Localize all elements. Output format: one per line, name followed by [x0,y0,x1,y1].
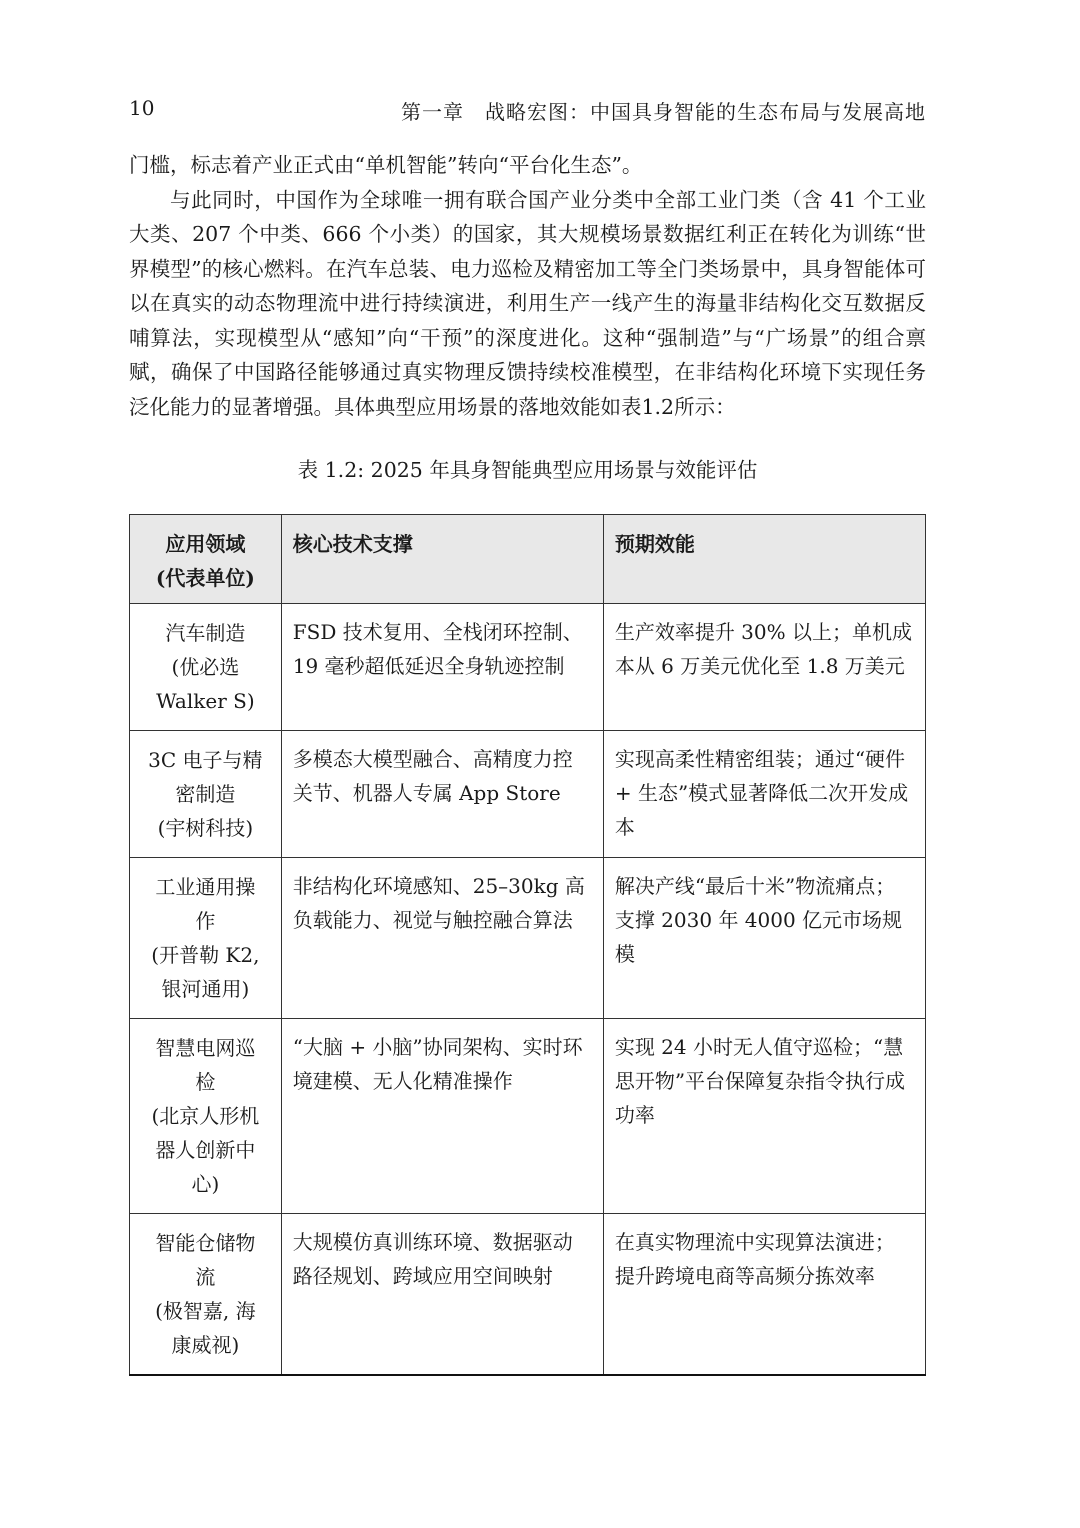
header-domain-label: 应用领域 (代表单位) [155,532,255,590]
page-header [129,96,926,128]
cell-tech [281,604,603,731]
cell-tech [281,731,603,858]
cell-domain-text: 3C 电子与精 密制造 (宇树科技) [148,748,263,840]
table-row [130,604,926,731]
cell-effect [603,1019,925,1214]
cell-domain-text: 智慧电网巡 检 (北京人形机 器人创新中 心) [151,1036,260,1196]
paragraph-continuation: 门槛，标志着产业正式由“单机智能”转向“平台化生态”。 [129,153,643,177]
header-tech [281,515,603,604]
header-domain [130,515,282,604]
paragraph: 与此同时，中国作为全球唯一拥有联合国产业分类中全部工业门类（含 41 个工业大类、207 个中类、666 个小类）的国家，其大规模场景数据红利正在转化为训练“世界模型”的核心燃料。在汽车总装、电力巡检及精密加工等全门类场景中，具身智能体可以在真实的动态物理流中进行持续演进，利用生产一线产生的海量非结构化交互数据反哺算法，实现模型从“感知”向“干预”的深度进化。这种“强制造”与“广场景”的组合禀赋，确保了中国路径能够通过真实物理反馈持续校准模型，在非结构化环境下实现任务泛化能力的显著增强。具体典型应用场景的落地效能如表1.2所示： [129,187,926,419]
header-effect [603,515,925,604]
cell-tech-text: FSD 技术复用、全栈闭环控制、19 毫秒超低延迟全身轨迹控制 [292,620,583,678]
cell-domain-text: 智能仓储物 流 (极智嘉, 海 康威视) [155,1231,256,1357]
cell-tech-text: 大规模仿真训练环境、数据驱动路径规划、跨域应用空间映射 [292,1230,573,1288]
cell-domain [130,1019,282,1214]
cell-effect [603,858,925,1019]
table-row [130,1214,926,1376]
cell-tech-text: 非结构化环境感知、25–30kg 高负载能力、视觉与触控融合算法 [292,874,585,932]
running-title: 第一章 战略宏图：中国具身智能的生态布局与发展高地 [401,100,926,124]
cell-effect-text: 生产效率提升 30% 以上；单机成本从 6 万美元优化至 1.8 万美元 [614,620,912,678]
cell-domain [130,604,282,731]
cell-tech-text: “大脑 + 小脑”协同架构、实时环境建模、无人化精准操作 [292,1035,583,1093]
body-text [129,148,926,424]
cell-effect [603,1214,925,1376]
header-tech-label: 核心技术支撑 [292,532,413,556]
table-row [130,731,926,858]
cell-domain [130,1214,282,1376]
cell-domain-text: 汽车制造 (优必选 Walker S) [156,621,255,713]
cell-effect-text: 实现 24 小时无人值守巡检；“慧思开物”平台保障复杂指令执行成功率 [614,1035,906,1127]
cell-domain-text: 工业通用操 作 (开普勒 K2, 银河通用) [151,875,260,1001]
cell-tech [281,858,603,1019]
cell-tech [281,1214,603,1376]
cell-domain [130,858,282,1019]
cell-effect [603,604,925,731]
header-effect-label: 预期效能 [614,532,695,556]
cell-domain [130,731,282,858]
cell-tech-text: 多模态大模型融合、高精度力控关节、机器人专属 App Store [292,747,573,805]
page-number: 10 [129,96,155,120]
table-row [130,858,926,1019]
cell-effect-text: 解决产线“最后十米”物流痛点；支撑 2030 年 4000 亿元市场规模 [614,874,903,966]
cell-tech [281,1019,603,1214]
table-header-row [130,515,926,604]
cell-effect-text: 在真实物理流中实现算法演进；提升跨境电商等高频分拣效率 [614,1230,895,1288]
cell-effect-text: 实现高柔性精密组装；通过“硬件 + 生态”模式显著降低二次开发成本 [614,747,909,839]
cell-effect [603,731,925,858]
application-table [129,514,926,1376]
table-caption: 表 1.2: 2025 年具身智能典型应用场景与效能评估 [297,458,758,482]
table-row [130,1019,926,1214]
